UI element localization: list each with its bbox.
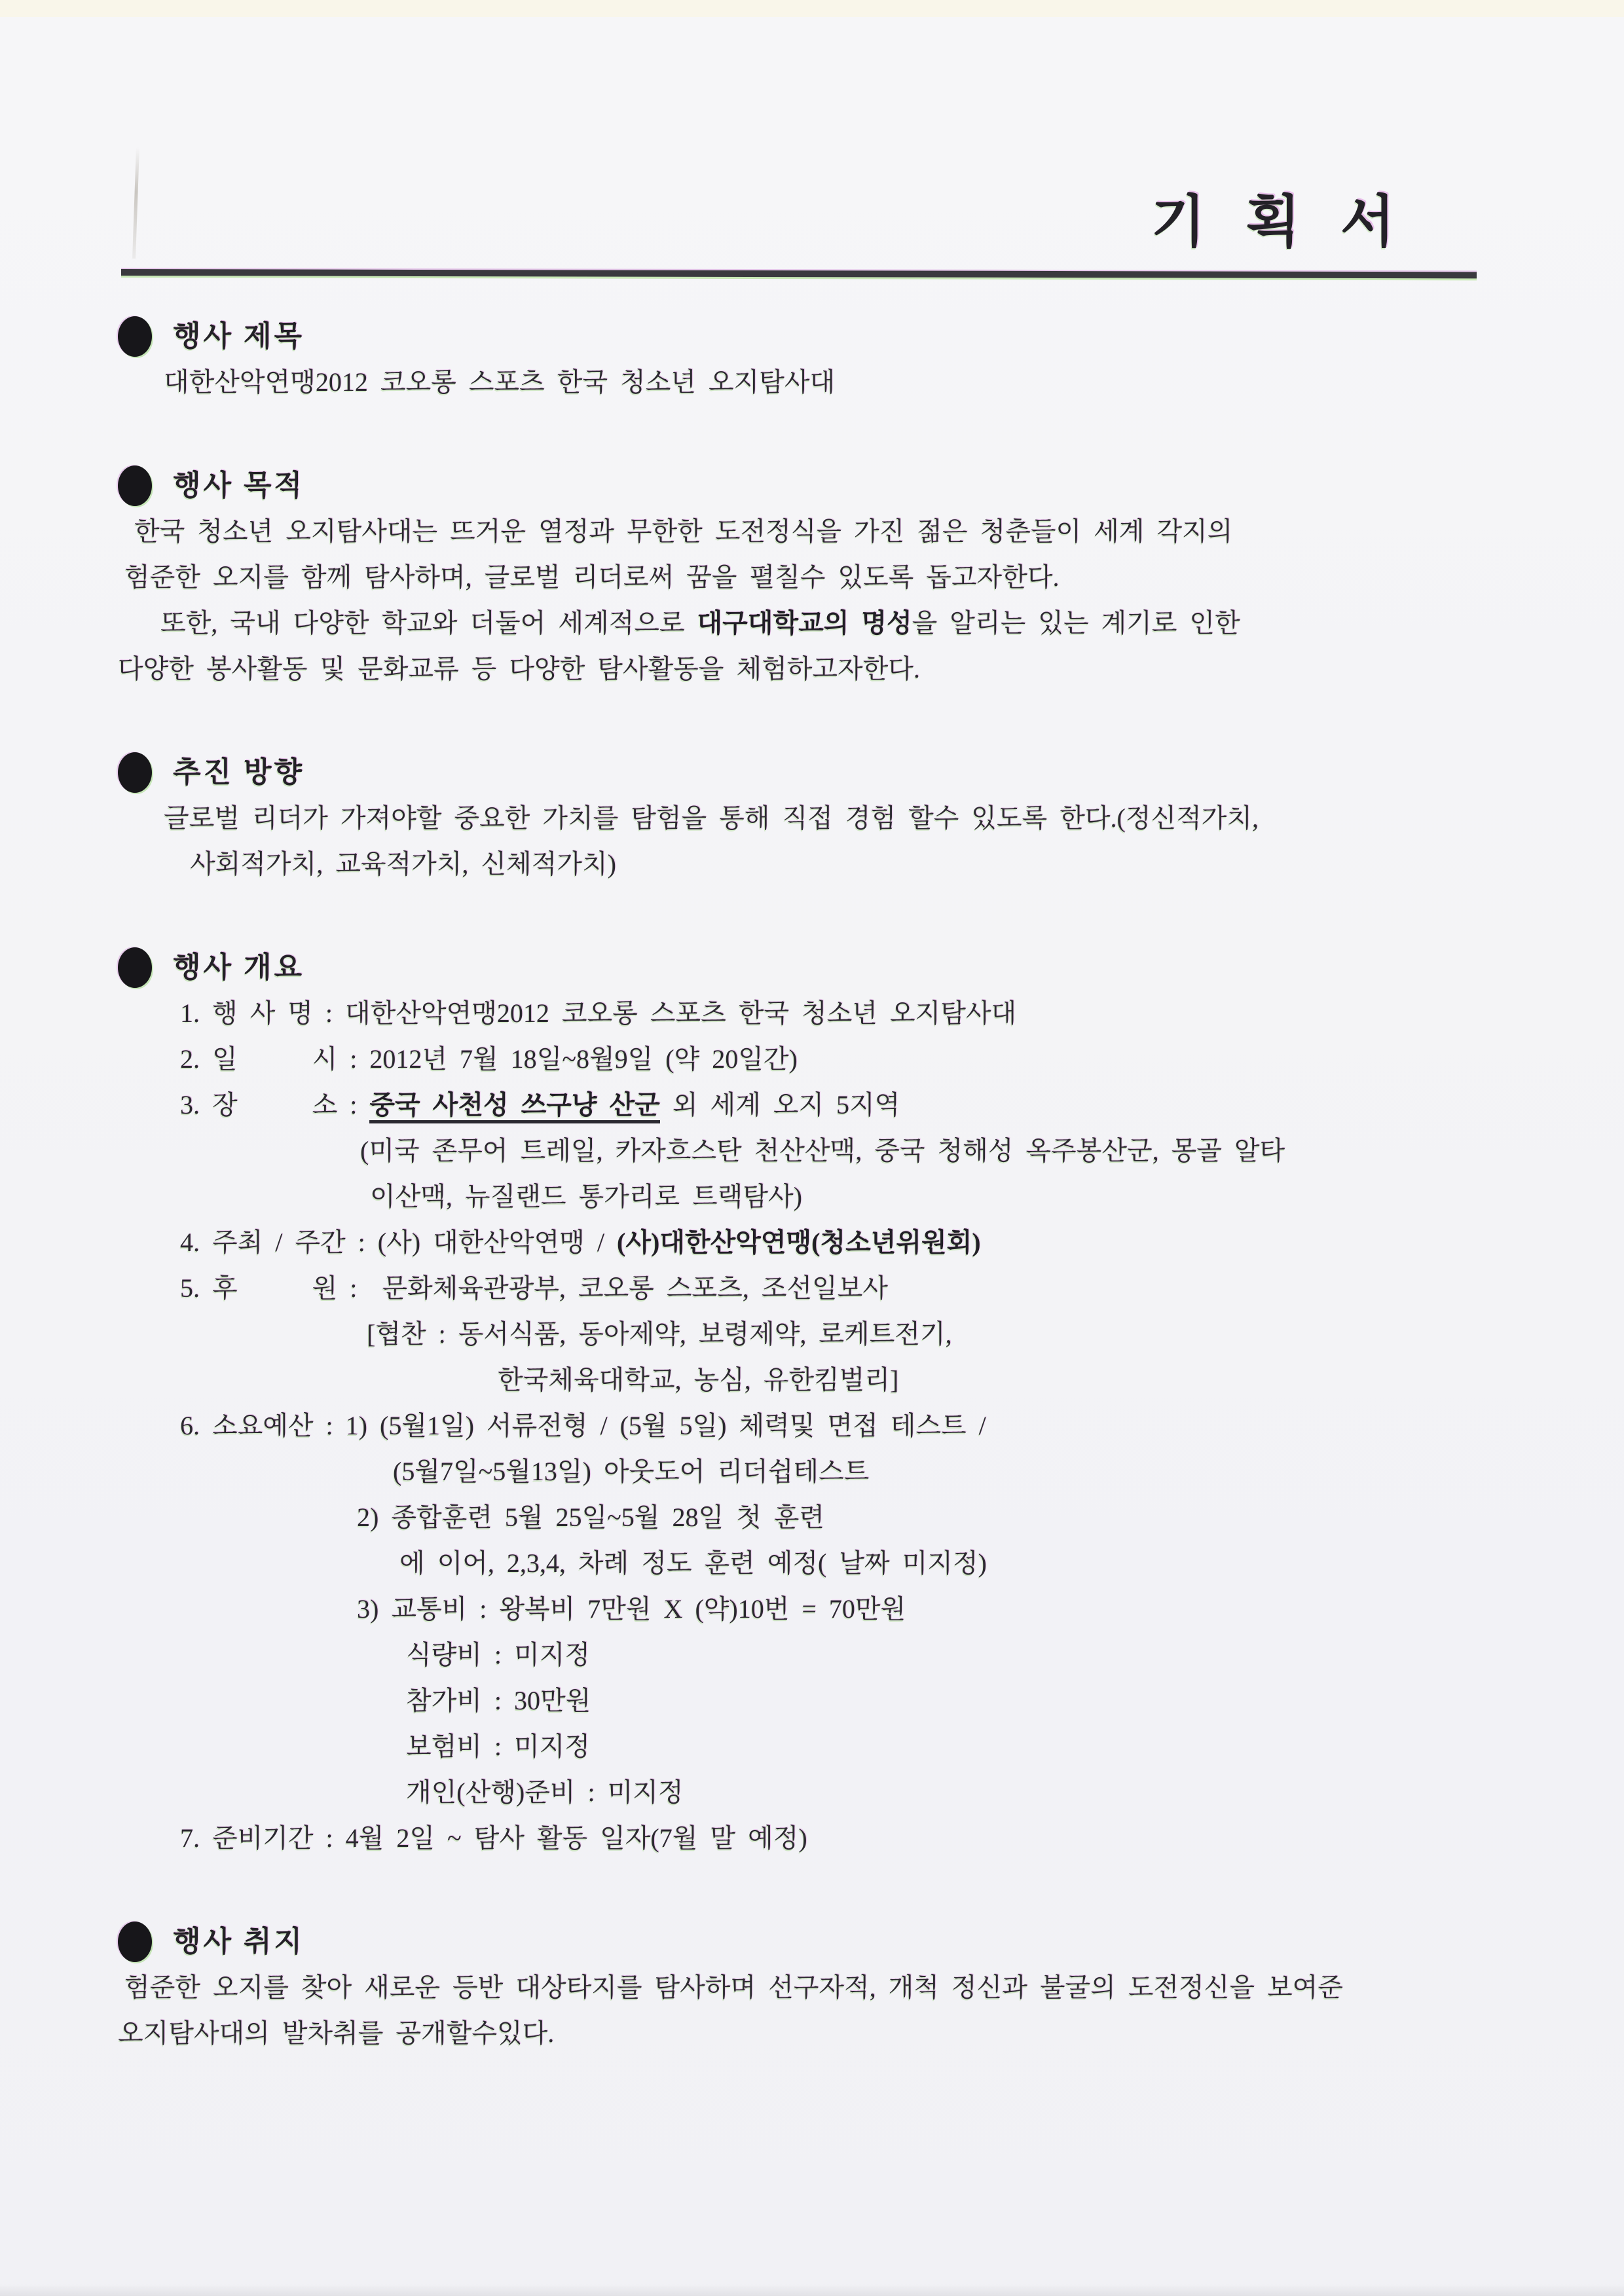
purpose-paragraph-line: 다양한 봉사활동 및 문화교류 등 다양한 탐사활동을 체험하고자한다. [118, 653, 920, 683]
purpose-paragraph-line: 한국 청소년 오지탐사대는 뜨거운 열정과 무한한 도전정식을 가진 젊은 청춘들이 세계 각지의 [134, 516, 1233, 546]
section-bullet-icon [118, 316, 152, 357]
overview-sponsor-sub-line: [협찬 : 동서식품, 동아제약, 보령제약, 로케트전기, [367, 1319, 952, 1349]
section-direction [118, 750, 1532, 887]
section-heading-overview [118, 945, 1532, 991]
section-heading-purpose [118, 463, 1532, 509]
purpose-paragraph-line [160, 600, 1532, 646]
purpose-paragraph-line: 험준한 오지를 함께 탐사하며, 글로벌 리더로써 꿈을 펼칠수 있도록 돕고자한다. [124, 562, 1060, 592]
overview-item-date: 2. 일 시 : 2012년 7월 18일~8월9일 (약 20일간) [180, 1044, 798, 1074]
section-heading-label: 행사 취지 [173, 1925, 305, 1958]
direction-paragraph-line: 사회적가치, 교육적가치, 신체적가치) [190, 848, 616, 879]
title-underline-rule [121, 269, 1477, 278]
section-bullet-icon [118, 947, 152, 988]
overview-sponsor-sub-line: 한국체육대학교, 농심, 유한킴벌리] [498, 1364, 899, 1394]
overview-item-budget: 6. 소요예산 : 1) (5월1일) 서류전형 / (5월 5일) 체력및 면접 테스트 / [180, 1410, 986, 1440]
organizer-text: 4. 주최 / 주간 : (사) 대한산악연맹 / [180, 1227, 618, 1257]
section-heading-intent [118, 1919, 1532, 1965]
overview-location-sub-line: (미국 존무어 트레일, 카자흐스탄 천산산맥, 중국 청해성 옥주봉산군, 몽골 알타 [360, 1135, 1285, 1165]
location-main-bold-underline: 중국 사천성 쓰구냥 산군 [369, 1090, 659, 1123]
section-bullet-icon [118, 752, 152, 793]
overview-item-sponsors: 5. 후 원 : 문화체육관광부, 코오롱 스포츠, 조선일보사 [180, 1273, 888, 1303]
overview-budget-sub-line: 개인(산행)준비 : 미지정 [406, 1777, 684, 1807]
section-overview [118, 945, 1532, 1861]
overview-item-organizer [180, 1220, 1532, 1266]
section-bullet-icon [118, 465, 152, 506]
intent-paragraph-line: 험준한 오지를 찾아 새로운 등반 대상타지를 탐사하며 선구자적, 개척 정신과 불굴의 도전정신을 보여준 [124, 1972, 1343, 2002]
overview-budget-sub-line: 참가비 : 30만원 [406, 1685, 591, 1715]
overview-budget-sub-line: 식량비 : 미지정 [406, 1639, 590, 1669]
overview-budget-sub-line: 보험비 : 미지정 [406, 1731, 590, 1761]
purpose-text-post: 을 알리는 있는 계기로 인한 [912, 608, 1240, 638]
purpose-text-pre: 또한, 국내 다양한 학교와 더둘어 세계적으로 [160, 608, 697, 638]
scan-edge-bottom [0, 2284, 1624, 2296]
overview-budget-sub-line: 2) 종합훈련 5월 25일~5월 28일 첫 훈련 [357, 1502, 825, 1532]
overview-location-sub-line: 이산맥, 뉴질랜드 통가리로 트랙탐사) [370, 1181, 802, 1211]
overview-budget-sub-line: 에 이어, 2,3,4, 차례 정도 훈련 예정( 날짜 미지정) [399, 1548, 987, 1578]
section-heading-event-title [118, 314, 1532, 359]
section-heading-label: 추진 방향 [173, 756, 305, 788]
event-title-text: 대한산악연맹2012 코오롱 스포츠 한국 청소년 오지탐사대 [164, 367, 836, 397]
overview-budget-sub-line: 3) 교통비 : 왕복비 7만원 X (약)10번 = 70만원 [357, 1594, 906, 1624]
organizer-bold-committee: (사)대한산악연맹(청소년위원회) [617, 1227, 981, 1257]
section-heading-label: 행사 개요 [173, 951, 305, 983]
section-purpose [118, 463, 1532, 692]
direction-paragraph-line: 글로벌 리더가 가져야할 중요한 가치를 탐험을 통해 직접 경험 할수 있도록 한다.(정신적가치, [164, 803, 1259, 833]
section-bullet-icon [118, 1922, 152, 1962]
location-suffix: 외 세계 오지 5지역 [659, 1089, 900, 1120]
purpose-bold-university-name: 대구대학교의 명성 [697, 608, 912, 638]
overview-budget-sub-line: (5월7일~5월13일) 아웃도어 리더쉽테스트 [393, 1456, 870, 1486]
overview-item-preparation-period: 7. 준비기간 : 4월 2일 ~ 탐사 활동 일자(7월 말 예정) [180, 1823, 807, 1853]
location-label: 3. 장 소 : [180, 1089, 370, 1120]
section-heading-direction [118, 750, 1532, 795]
section-heading-label: 행사 목적 [173, 469, 305, 501]
document-title: 기 획 서 [1151, 191, 1408, 253]
section-event-title [118, 314, 1532, 405]
overview-item-event-name: 1. 행 사 명 : 대한산악연맹2012 코오롱 스포츠 한국 청소년 오지탐사대 [180, 998, 1017, 1028]
overview-item-location [180, 1082, 1532, 1128]
section-intent [118, 1919, 1532, 2056]
intent-paragraph-line: 오지탐사대의 발차취를 공개할수있다. [118, 2018, 555, 2048]
section-heading-label: 행사 제목 [173, 319, 305, 352]
